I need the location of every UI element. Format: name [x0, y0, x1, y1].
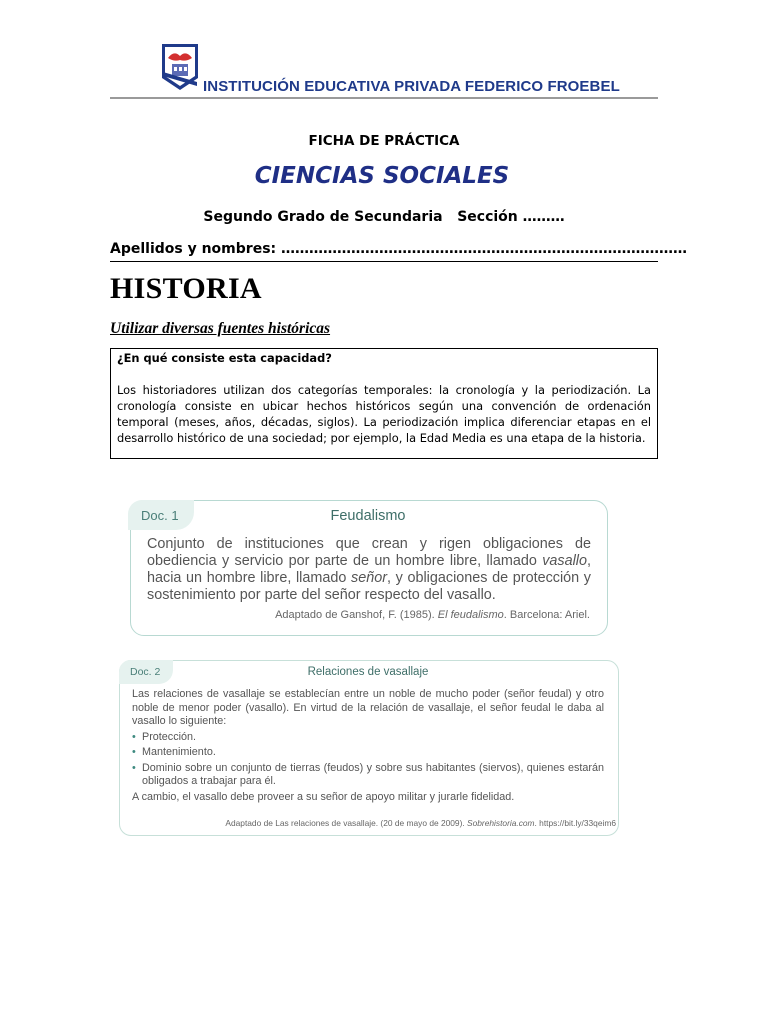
capacity-box: [110, 348, 658, 459]
doc2-list: [132, 731, 604, 789]
capacity-text: Los historiadores utilizan dos categorías temporales: la cronología y la periodización. La cronología consiste en ubicar hechos históricos según una convención de ordenación temporal (meses, años, décadas, siglos). La periodización implica diferenciar etapas en el desarrollo histórico de una sociedad; por ejemplo, la Edad Media es una etapa de la historia.: [117, 383, 651, 445]
doc2-closing: A cambio, el vasallo debe proveer a su señor de apoyo militar y jurarle fidelidad.: [132, 790, 515, 803]
doc2-label: Doc. 2: [130, 666, 161, 678]
list-item: • Protección.: [132, 730, 197, 743]
student-name-line: Apellidos y nombres: ……………………………………………………………………………: [110, 241, 687, 257]
doc2-title: Relaciones de vasallaje: [307, 666, 429, 678]
doc2-source: Adaptado de Las relaciones de vasallaje. (20 de mayo de 2009). Sobrehistoria.com. https://bit.ly/33qeim6: [225, 818, 616, 828]
doc1-title: Feudalismo: [330, 508, 406, 524]
subject-title: CIENCIAS SOCIALES: [254, 163, 510, 189]
bullet-icon: •: [132, 761, 136, 774]
worksheet-type: FICHA DE PRÁCTICA: [308, 133, 460, 149]
header-divider: [110, 97, 658, 99]
list-item: • Dominio sobre un conjunto de tierras (feudos) y sobre sus habitantes (siervos), quienes estarán obligados a trabajar para él.: [132, 761, 604, 787]
doc2-body: [132, 688, 604, 804]
doc2-intro: Las relaciones de vasallaje se establecían entre un noble de mucho poder (señor feudal) y otro noble de menor poder (vasallo). En virtud de la relación de vasallaje, el señor feudal le daba al vasallo lo siguiente:: [132, 688, 604, 727]
grade-section-line: Segundo Grado de Secundaria Sección ………: [203, 209, 565, 225]
capacity-question: ¿En qué consiste esta capacidad?: [117, 351, 332, 365]
bullet-icon: •: [132, 730, 136, 743]
name-line-divider: [110, 261, 658, 262]
doc1-label: Doc. 1: [141, 508, 179, 523]
bullet-icon: •: [132, 746, 136, 758]
institution-name: INSTITUCIÓN EDUCATIVA PRIVADA FEDERICO FROEBEL: [203, 78, 620, 95]
doc1-source: Adaptado de Ganshof, F. (1985). El feudalismo. Barcelona: Ariel.: [275, 609, 590, 621]
doc1-body: Conjunto de instituciones que crean y rigen obligaciones de obediencia y servicio por parte de un hombre libre, llamado vasallo, hacia un hombre libre, llamado señor, y obligaciones de protección y sostenimiento por parte del señor respecto del vasallo.: [147, 536, 591, 603]
section-title: HISTORIA: [110, 272, 262, 305]
section-subtitle: Utilizar diversas fuentes históricas: [110, 320, 331, 337]
school-crest-logo: [160, 42, 200, 92]
list-item: • Mantenimiento.: [132, 746, 216, 758]
